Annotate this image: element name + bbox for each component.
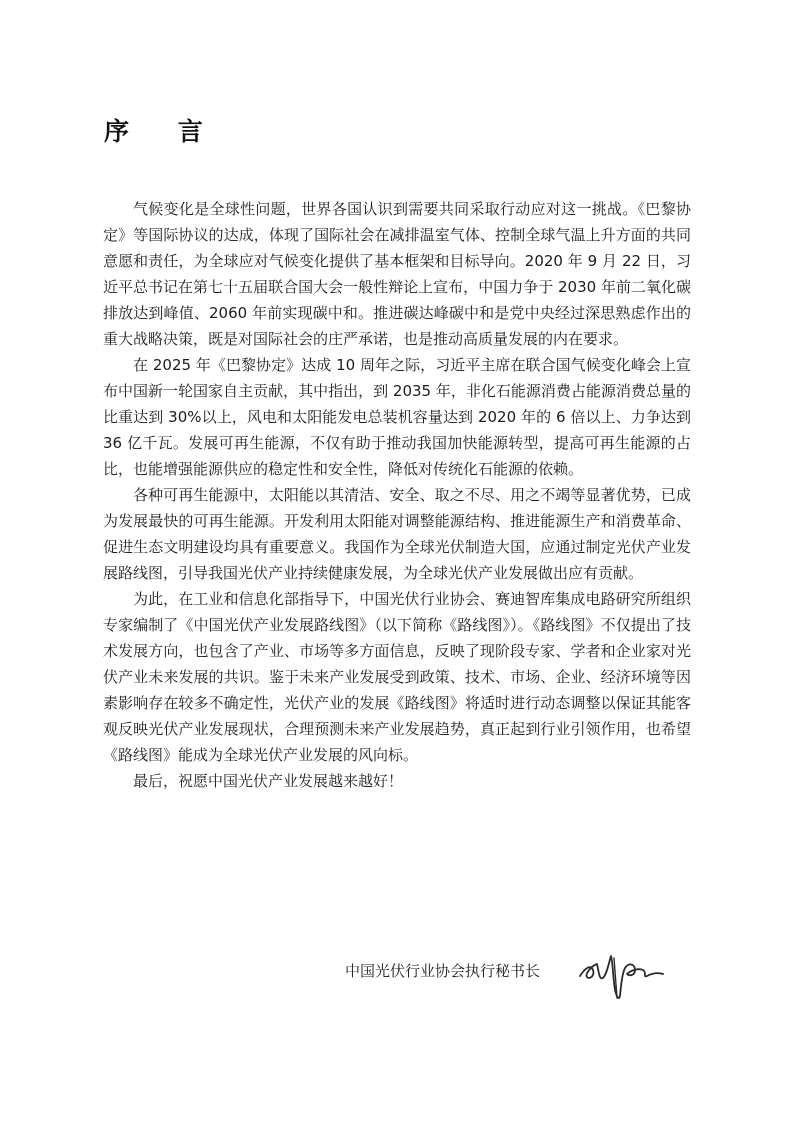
paragraph-5: 最后，祝愿中国光伏产业发展越来越好！ [133,772,404,790]
paragraph-1: 气候变化是全球性问题，世界各国认识到需要共同采取行动应对这一挑战。《巴黎协定》等国际协议的达成，体现了国际社会在减排温室气体、控制全球气温上升方面的共同意愿和责任，为全球应对气候变化提供了基本框架和目标导向。2020 年 9 月 22 日，习近平总书记在第七十五届联合国大会一般性辩论上宣布，中国力争于 2030 年前二氧化碳排放达到峰值、2060 年前实现碳中和。推进碳达峰碳中和是党中央经过深思熟虑作出的重大战略决策，既是对国际社会的庄严承诺，也是推动高质量发展的内在要求。 [103,200,691,348]
paragraph-4: 为此，在工业和信息化部指导下，中国光伏行业协会、赛迪智库集成电路研究所组织专家编制了《中国光伏产业发展路线图》（以下简称《路线图》）。《路线图》不仅提出了技术发展方向，也包含了产业、市场等多方面信息，反映了现阶段专家、学者和企业家对光伏产业未来发展的共识。鉴于未来产业发展受到政策、技术、市场、企业、经济环境等因素影响存在较多不确定性，光伏产业的发展《路线图》将适时进行动态调整以保证其能客观反映光伏产业发展现状，合理预测未来产业发展趋势，真正起到行业引领作用，也希望《路线图》能成为全球光伏产业发展的风向标。 [103,590,691,764]
handwritten-signature [577,950,672,1002]
signature-block [345,950,685,1010]
signer-title: 中国光伏行业协会执行秘书长 [345,962,541,980]
paragraph-3: 各种可再生能源中，太阳能以其清洁、安全、取之不尽、用之不竭等显著优势，已成为发展最快的可再生能源。开发利用太阳能对调整能源结构、推进能源生产和消费革命、促进生态文明建设均具有重要意义。我国作为全球光伏制造大国，应通过制定光伏产业发展路线图，引导我国光伏产业持续健康发展，为全球光伏产业发展做出应有贡献。 [103,486,691,582]
preface-body [103,196,691,794]
paragraph-2: 在 2025 年《巴黎协定》达成 10 周年之际，习近平主席在联合国气候变化峰会上宣布中国新一轮国家自主贡献，其中指出，到 2035 年，非化石能源消费占能源消费总量的比重达到 30%以上，风电和太阳能发电总装机容量达到 2020 年的 6 倍以上、力争达到 36 亿千瓦。发展可再生能源，不仅有助于推动我国加快能源转型，提高可再生能源的占比，也能增强能源供应的稳定性和安全性，降低对传统化石能源的依赖。 [103,356,691,478]
page-title: 序 言 [104,117,223,146]
